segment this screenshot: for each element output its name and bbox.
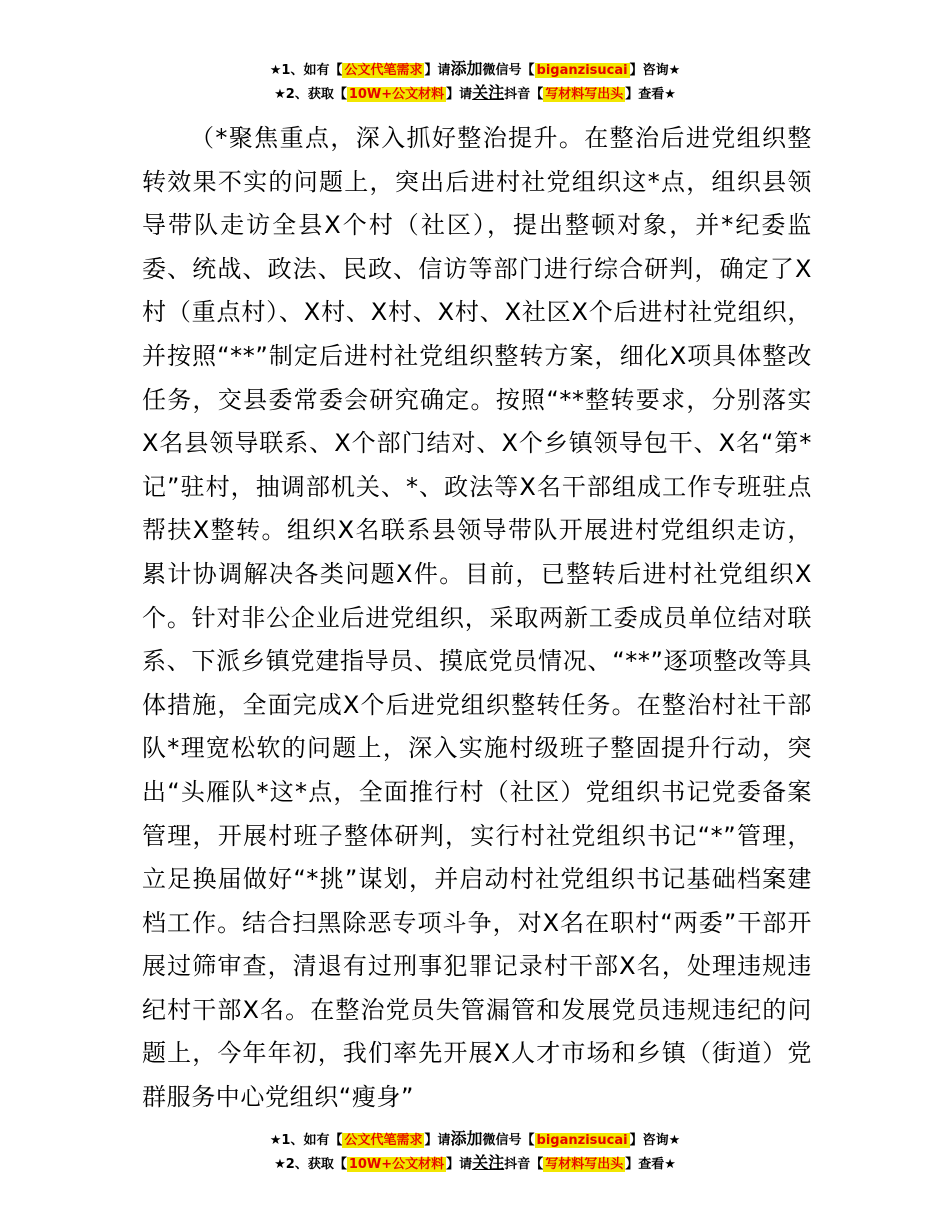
footer-emphasis-follow: 关注 [472,1153,505,1172]
footer-line-2-prefix: ★2、获取【 [274,1157,347,1172]
header-line-1-text: 】请 [424,63,451,78]
header-line-2-prefix: ★2、获取【 [274,87,347,102]
footer-line-2-suffix: 】查看★ [625,1157,676,1172]
footer-highlight-wechat: biganzisucai [536,1133,628,1148]
footer-line-1 [0,1128,950,1152]
footer-emphasis-add: 添加 [450,1129,483,1148]
header-line-1-prefix: ★1、如有【 [269,63,343,78]
header-line-1-text-2: 微信号【 [482,63,535,78]
footer-line-2 [0,1152,950,1176]
header-line-2-suffix: 】查看★ [625,87,676,102]
header-line-2-text: 】请 [446,87,473,102]
footer-highlight-materials: 10W+公文材料 [348,1157,445,1172]
header-line-2 [0,82,950,106]
header-highlight-materials: 10W+公文材料 [348,87,445,102]
footer-highlight-service: 公文代笔需求 [344,1133,423,1148]
footer-line-2-text-2: 抖音【 [504,1157,544,1172]
footer-highlight-douyin: 写材料写出头 [545,1157,624,1172]
body-paragraph: （*聚焦重点，深入抓好整治提升。在整治后进党组织整转效果不实的问题上，突出后进村社党组织这*点，组织县领导带队走访全县X个村（社区），提出整顿对象，并*纪委监委、统战、政法、民政、信访等部门进行综合研判，确定了X村（重点村）、X村、X村、X村、X社区X个后进村社党组织，并按照“**”制定后进村社党组织整转方案，细化X项具体整改任务，交县委常委会研究确定。按照“**整转要求，分别落实X名县领导联系、X个部门结对、X个乡镇领导包干、X名“第*记”驻村，抽调部机关、*、政法等X名干部组成工作专班驻点帮扶X整转。组织X名联系县领导带队开展进村党组织走访，累计协调解决各类问题X件。目前，已整转后进村社党组织X个。针对非公企业后进党组织，采取两新工委成员单位结对联系、下派乡镇党建指导员、摸底党员情况、“**”逐项整改等具体措施，全面完成X个后进党组织整转任务。在整治村社干部队*理宽松软的问题上，深入实施村级班子整固提升行动，突出“头雁队*这*点，全面推行村（社区）党组织书记党委备案管理，开展村班子整体研判，实行村社党组织书记“*”管理，立足换届做好“*挑”谋划，并启动村社党组织书记基础档案建档工作。结合扫黑除恶专项斗争，对X名在职村“两委”干部开展过筛审查，清退有过刑事犯罪记录村干部X名，处理违规违纪村干部X名。在整治党员失管漏管和发展党员违规违纪的问题上，今年年初，我们率先开展X人才市场和乡镇（街道）党群服务中心党组织“瘦身” [142,124,812,1112]
header-highlight-douyin: 写材料写出头 [545,87,624,102]
footer-line-1-prefix: ★1、如有【 [269,1133,343,1148]
header-line-2-text-2: 抖音【 [504,87,544,102]
header-highlight-wechat: biganzisucai [536,63,628,78]
header-highlight-service: 公文代笔需求 [344,63,423,78]
header-emphasis-add: 添加 [450,59,483,78]
footer-banner [0,1128,950,1176]
header-emphasis-follow: 关注 [472,83,505,102]
footer-line-1-text: 】请 [424,1133,451,1148]
header-line-1 [0,58,950,82]
header-line-1-suffix: 】咨询★ [629,63,681,78]
footer-line-1-suffix: 】咨询★ [629,1133,681,1148]
footer-line-2-text: 】请 [446,1157,473,1172]
header-banner [0,58,950,106]
footer-line-1-text-2: 微信号【 [482,1133,535,1148]
